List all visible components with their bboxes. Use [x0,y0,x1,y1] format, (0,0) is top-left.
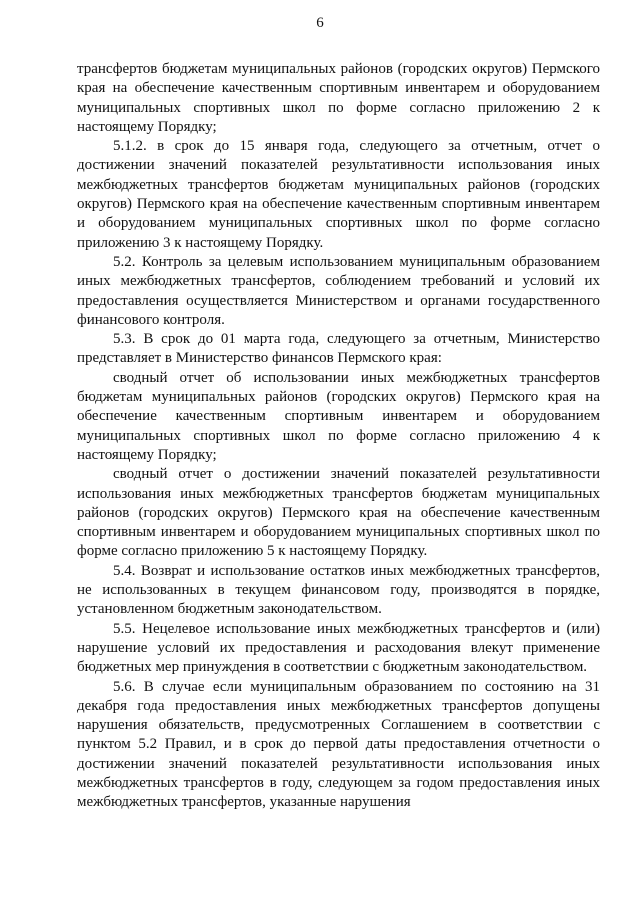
paragraph-5-2: 5.2. Контроль за целевым использованием муниципальным образованием иных межбюджетных трансфертов, соблюдением требований и условий их предоставления осуществляется Министерством и органами государственного финансового контроля. [77,253,600,328]
paragraph-5-3: 5.3. В срок до 01 марта года, следующего за отчетным, Министерство представляет в Министерство финансов Пермского края: [77,331,600,367]
paragraph-5-5: 5.5. Нецелевое использование иных межбюджетных трансфертов и (или) нарушение условий их предоставления и расходования влекут применение бюджетных мер принуждения в соответствии с бюджетным законодательством. [77,620,600,676]
paragraph-5-4: 5.4. Возврат и использование остатков иных межбюджетных трансфертов, не использованных в текущем финансовом году, производятся в порядке, установленном бюджетным законодательством. [77,562,600,618]
document-body [77,60,600,813]
paragraph-5-1-2: 5.1.2. в срок до 15 января года, следующего за отчетным, отчет о достижении значений показателей результативности использования иных межбюджетных трансфертов бюджетам муниципальных районов (городских округов) Пермского края на обеспечение качественным спортивным инвентарем и оборудованием муниципальных спортивных школ по форме согласно приложению 3 к настоящему Порядку. [77,138,600,251]
paragraph-summary-report-results: сводный отчет о достижении значений показателей результативности использования иных межбюджетных трансфертов бюджетам муниципальных районов (городских округов) Пермского края на обеспечение качественным спортивным инвентарем и оборудованием муниципальных спортивных школ по форме согласно приложению 5 к настоящему Порядку. [77,466,600,560]
paragraph-5-6: 5.6. В случае если муниципальным образованием по состоянию на 31 декабря года предоставления иных межбюджетных трансфертов допущены нарушения обязательств, предусмотренных Соглашением в соответствии с пунктом 5.2 Правил, и в срок до первой даты предоставления отчетности о достижении значений показателей результативности использования иных межбюджетных трансфертов в году, следующем за годом предоставления иных межбюджетных трансфертов, указанные нарушения [77,678,600,811]
paragraph-summary-report-usage: сводный отчет об использовании иных межбюджетных трансфертов бюджетам муниципальных районов (городских округов) Пермского края на обеспечение качественным спортивным инвентарем и оборудованием муниципальных спортивных школ по форме согласно приложению 4 к настоящему Порядку; [77,369,600,463]
page-number: 6 [316,15,324,31]
paragraph-continuation: трансфертов бюджетам муниципальных районов (городских округов) Пермского края на обеспечение качественным спортивным инвентарем и оборудованием муниципальных спортивных школ по форме согласно приложению 2 к настоящему Порядку; [77,61,600,135]
